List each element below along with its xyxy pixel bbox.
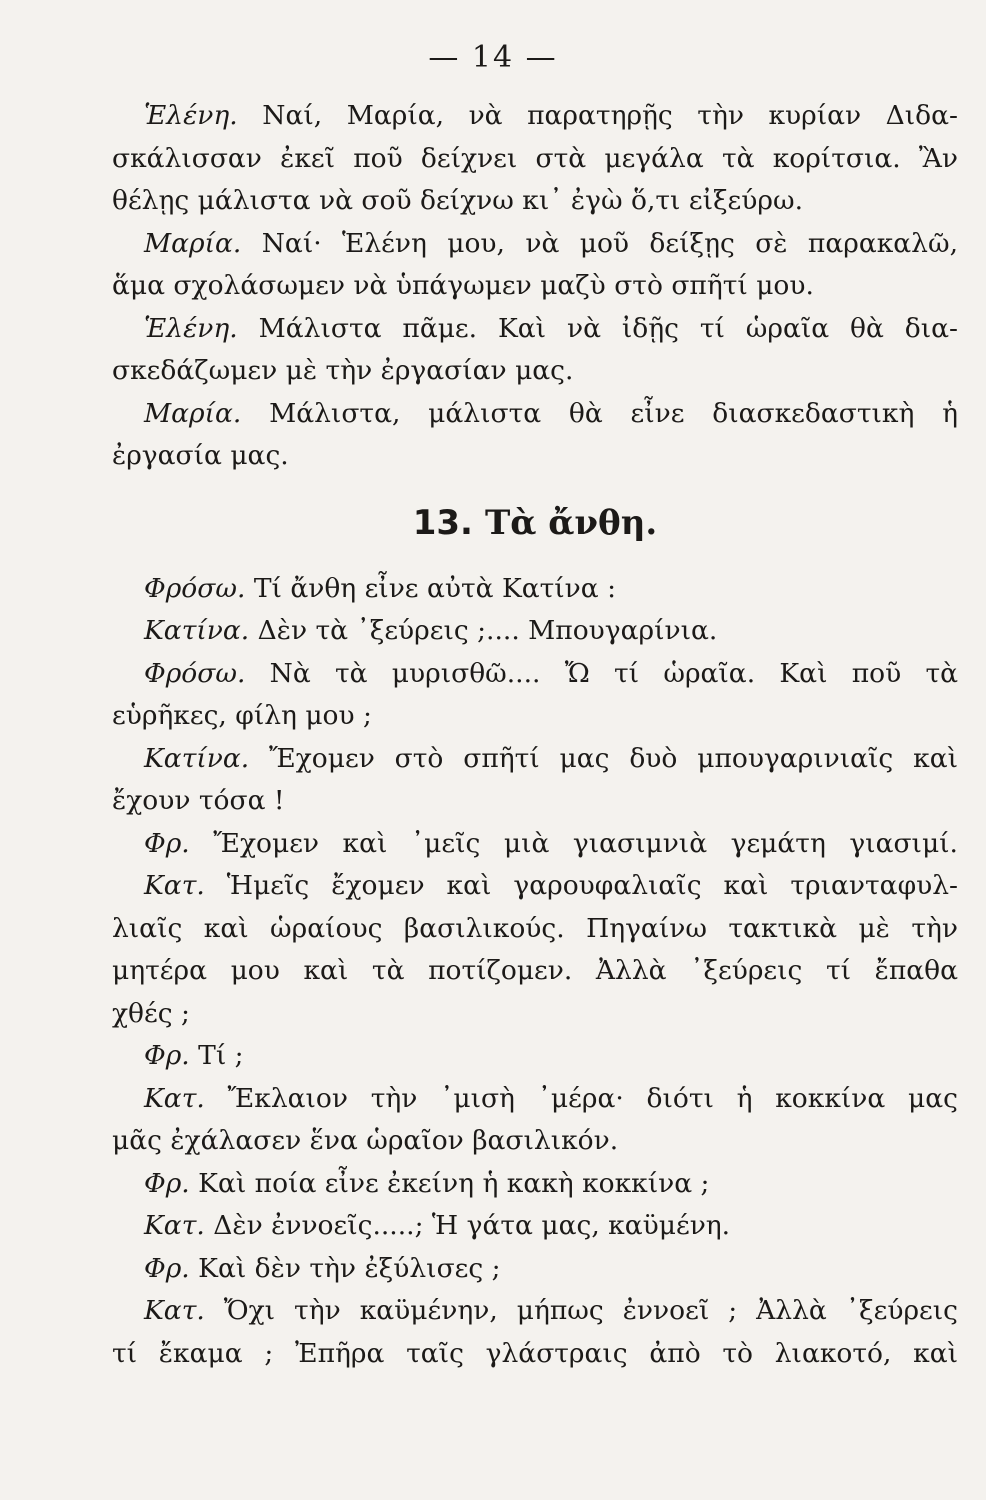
line-text: Ἔκλαιον τὴν ᾽μισὴ ᾽μέρα· διότι ἡ κοκκίνα μας [227, 1082, 958, 1114]
text-line [112, 95, 958, 138]
line-text: ἅμα σχολάσωμεν νὰ ὑπάγωμεν μαζὺ στὸ σπῆτί μου. [112, 270, 814, 301]
speaker-name: Κατίνα. [144, 742, 250, 774]
line-text: Νὰ τὰ μυρισθῶ.... Ὤ τί ὡραῖα. Καὶ ποῦ τὰ [269, 657, 958, 689]
text-line [112, 223, 958, 266]
line-text: Καὶ ποία εἶνε ἐκείνη ἡ κακὴ κοκκίνα ; [198, 1167, 710, 1199]
line-text: τί ἔκαμα ; Ἐπῆρα ταῖς γλάστραις ἀπὸ τὸ λιακοτό, καὶ [112, 1337, 958, 1369]
text-line [112, 180, 958, 223]
line-text: Ὄχι τὴν καϋμένην, μήπως ἐννοεῖ ; Ἀλλὰ ᾽ξεύρεις [223, 1295, 958, 1326]
speaker-name: Μαρία. [144, 227, 242, 259]
speaker-name: Κατίνα. [144, 615, 250, 646]
text-line [112, 653, 958, 696]
text-line [112, 695, 958, 738]
text-line [112, 350, 958, 393]
text-line [112, 1205, 958, 1248]
line-text: Ἔχομεν στὸ σπῆτί μας δυὸ μπουγαρινιαῖς καὶ [269, 742, 958, 774]
text-line [112, 610, 958, 653]
line-text: λιαῖς καὶ ὡραίους βασιλικούς. Πηγαίνω τακτικὰ μὲ τὴν [112, 912, 958, 944]
text-line [112, 1078, 958, 1121]
text-line [112, 265, 958, 308]
line-text: εὑρῆκες, φίλη μου ; [112, 700, 372, 731]
section-heading [112, 478, 958, 568]
text-line [112, 1035, 958, 1078]
text-line [112, 1248, 958, 1291]
text-line [112, 950, 958, 993]
line-text: σκεδάζωμεν μὲ τὴν ἐργασίαν μας. [112, 355, 574, 386]
text-line [112, 823, 958, 866]
line-text: σκάλισσαν ἐκεῖ ποῦ δείχνει στὰ μεγάλα τὰ κορίτσια. Ἂν [112, 142, 958, 174]
speaker-name: Φρ. [144, 827, 190, 859]
speaker-name: Μαρία. [144, 397, 242, 429]
speaker-name: Φρ. [144, 1040, 190, 1071]
line-text: μᾶς ἐχάλασεν ἕνα ὡραῖον βασιλικόν. [112, 1125, 619, 1156]
text-line [112, 1163, 958, 1206]
text-line [112, 780, 958, 823]
section-number: 13. [412, 502, 473, 543]
dialogue-part-2 [112, 568, 958, 1376]
page-number: — 14 — [428, 40, 558, 75]
text-line [112, 138, 958, 181]
line-text: ἔχουν τόσα ! [112, 785, 285, 816]
text-line [112, 1120, 958, 1163]
line-text: μητέρα μου καὶ τὰ ποτίζομεν. Ἀλλὰ ᾽ξεύρεις τί ἔπαθα [112, 955, 958, 986]
speaker-name: Κατ. [144, 1082, 205, 1114]
text-line [112, 908, 958, 951]
line-text: χθές ; [112, 997, 190, 1029]
line-text: Μάλιστα, μάλιστα θὰ εἶνε διασκεδαστικὴ ἡ [269, 397, 958, 429]
line-text: Τί ; [198, 1040, 244, 1071]
line-text: Τί ἄνθη εἶνε αὐτὰ Κατίνα : [253, 572, 617, 604]
speaker-name: Φρόσω. [144, 572, 246, 604]
speaker-name: Κατ. [144, 870, 205, 901]
line-text: Ἡμεῖς ἔχομεν καὶ γαρουφαλιαῖς καὶ τριανταφυλ- [226, 870, 958, 901]
section-title: Τὰ ἄνθη. [484, 502, 658, 543]
line-text: Καὶ δὲν τὴν ἐξύλισες ; [198, 1252, 501, 1284]
speaker-name: Φρ. [144, 1167, 190, 1199]
line-text: Ναί· Ἑλένη μου, νὰ μοῦ δείξῃς σὲ παρακαλῶ, [261, 227, 958, 259]
dialogue-part-1 [112, 95, 958, 478]
speaker-name: Φρ. [144, 1252, 190, 1284]
text-line [112, 865, 958, 908]
line-text: Ναί, Μαρία, νὰ παρατηρῇς τὴν κυρίαν Διδα- [262, 100, 958, 131]
speaker-name: Φρόσω. [144, 657, 246, 689]
text-line [112, 435, 958, 478]
speaker-name: Κατ. [144, 1295, 205, 1326]
speaker-name: Ἑλένη. [144, 312, 238, 344]
text-line [112, 393, 958, 436]
text-line [112, 308, 958, 351]
line-text: Δὲν τὰ ᾽ξεύρεις ;.... Μπουγαρίνια. [257, 615, 718, 646]
line-text: θέλῃς μάλιστα νὰ σοῦ δείχνω κι᾽ ἐγὼ ὅ,τι εἰξεύρω. [112, 185, 804, 216]
line-text: Μάλιστα πᾶμε. Καὶ νὰ ἰδῇς τί ὡραῖα θὰ δια- [258, 312, 958, 344]
speaker-name: Ἑλένη. [144, 100, 238, 131]
line-text: Δὲν ἐννοεῖς.....; Ἡ γάτα μας, καϋμένη. [213, 1210, 731, 1241]
line-text: Ἔχομεν καὶ ᾽μεῖς μιὰ γιασιμνιὰ γεμάτη γιασιμί. [213, 827, 958, 859]
line-text: ἐργασία μας. [112, 440, 289, 471]
text-line [112, 993, 958, 1036]
text-line [112, 1333, 958, 1376]
body-text [112, 95, 958, 1375]
text-line [112, 568, 958, 611]
text-line [112, 738, 958, 781]
speaker-name: Κατ. [144, 1210, 205, 1241]
text-line [112, 1290, 958, 1333]
